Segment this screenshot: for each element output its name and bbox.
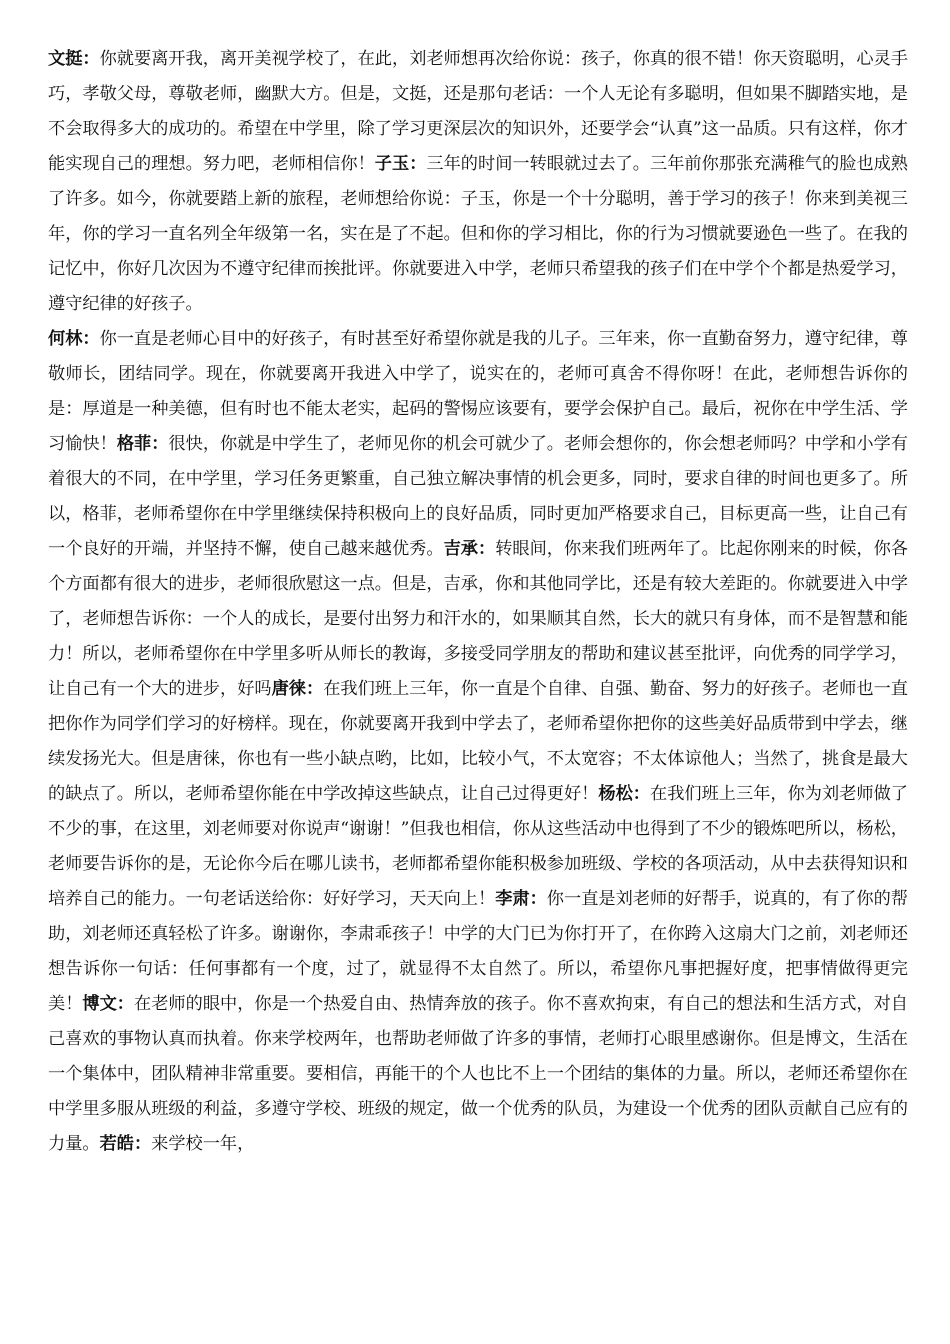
- comment-text: 在我们班上三年，你为刘老师做了不少的事，在这里，刘老师要对你说声“谢谢！”但我也相信，你从这些活动中也得到了不少的锻炼吧所以，杨松，老师要告诉你的是，无论你今后在哪儿读书，老师都希望你能积极参加班级、学校的各项活动，从中去获得知识和培养自己的能力。一句老话送给你：好好学习，天天向上！: [48, 784, 908, 909]
- student-name: 格菲：: [116, 434, 169, 454]
- document-page: [48, 42, 908, 1162]
- student-name: 吉承：: [443, 539, 496, 559]
- comment-text: 你就要离开我，离开美视学校了，在此，刘老师想再次给你说：孩子，你真的很不错！你天资聪明，心灵手巧，孝敬父母，尊敬老师，幽默大方。但是，文挺，还是那句老话：一个人无论有多聪明，但如果不脚踏实地，是不会取得多大的成功的。希望在中学里，除了学习更深层次的知识外，还要学会“认真”这一品质。只有这样，你才能实现自己的理想。努力吧，老师相信你！: [48, 49, 908, 174]
- comment-text: 在我们班上三年，你一直是个自律、自强、勤奋、努力的好孩子。老师也一直把你作为同学们学习的好榜样。现在，你就要离开我到中学去了，老师希望你把你的这些美好品质带到中学去，继续发扬光大。但是唐徕，你也有一些小缺点哟，比如，比较小气，不太宽容；不太体谅他人；当然了，挑食是最大的缺点了。所以，老师希望你能在中学改掉这些缺点，让自己过得更好！: [48, 679, 908, 804]
- comment-text: 转眼间，你来我们班两年了。比起你刚来的时候，你各个方面都有很大的进步，老师很欣慰这一点。但是，吉承，你和其他同学比，还是有较大差距的。你就要进入中学了，老师想告诉你：一个人的成长，是要付出努力和汗水的，如果顺其自然，长大的就只有身体，而不是智慧和能力！所以，老师希望你在中学里多听从师长的教诲，多接受同学朋友的帮助和建议甚至批评，向优秀的同学学习，让自己有一个大的进步，好吗: [48, 539, 908, 699]
- student-name: 若皓：: [99, 1134, 152, 1154]
- comment-text: 你一直是老师心目中的好孩子，有时甚至好希望你就是我的儿子。三年来，你一直勤奋努力，遵守纪律，尊敬师长，团结同学。现在，你就要离开我进入中学了，说实在的，老师可真舍不得你呀！在此，老师想告诉你的是：厚道是一种美德，但有时也不能太老实，起码的警惕应该要有，要学会保护自己。最后，祝你在中学生活、学习愉快！: [48, 329, 908, 454]
- comment-text: 在老师的眼中，你是一个热爱自由、热情奔放的孩子。你不喜欢拘束，有自己的想法和生活方式，对自己喜欢的事物认真而执着。你来学校两年，也帮助老师做了许多的事情，老师打心眼里感谢你。但是博文，生活在一个集体中，团队精神非常重要。要相信，再能干的个人也比不上一个团结的集体的力量。所以，老师还希望你在中学里多服从班级的利益，多遵守学校、班级的规定，做一个优秀的队员，为建设一个优秀的团队贡献自己应有的力量。: [48, 994, 908, 1154]
- comment-text: 很快，你就是中学生了，老师见你的机会可就少了。老师会想你的，你会想老师吗？中学和小学有着很大的不同，在中学里，学习任务更繁重，自己独立解决事情的机会更多，同时，要求自律的时间也更多了。所以，格菲，老师希望你在中学里继续保持积极向上的良好品质，同时更加严格要求自己，目标更高一些，让自己有一个良好的开端，并坚持不懈，使自己越来越优秀。: [48, 434, 908, 559]
- comment-text: 你一直是刘老师的好帮手，说真的，有了你的帮助，刘老师还真轻松了许多。谢谢你，李肃乖孩子！中学的大门已为你打开了，在你跨入这扇大门之前，刘老师还想告诉你一句话：任何事都有一个度，过了，就显得不太自然了。所以，希望你凡事把握好度，把事情做得更完美！: [48, 889, 908, 1014]
- student-name: 何林：: [48, 329, 100, 349]
- comment-text: 三年的时间一转眼就过去了。三年前你那张充满稚气的脸也成熟了许多。如今，你就要踏上新的旅程，老师想给你说：子玉，你是一个十分聪明，善于学习的孩子！你来到美视三年，你的学习一直名列全年级第一名，实在是了不起。但和你的学习相比，你的行为习惯就要逊色一些了。在我的记忆中，你好几次因为不遵守纪律而挨批评。你就要进入中学，老师只希望我的孩子们在中学个个都是热爱学习，遵守纪律的好孩子。: [48, 154, 908, 314]
- student-name: 李肃：: [495, 889, 547, 909]
- student-name: 杨松：: [598, 784, 650, 804]
- student-name: 文挺：: [48, 49, 100, 69]
- student-name: 唐徕：: [271, 679, 324, 699]
- paragraph: [48, 42, 908, 322]
- student-name: 博文：: [82, 994, 135, 1014]
- paragraph: [48, 322, 908, 1162]
- comment-text: 来学校一年，: [151, 1134, 255, 1154]
- student-name: 子玉：: [374, 154, 427, 174]
